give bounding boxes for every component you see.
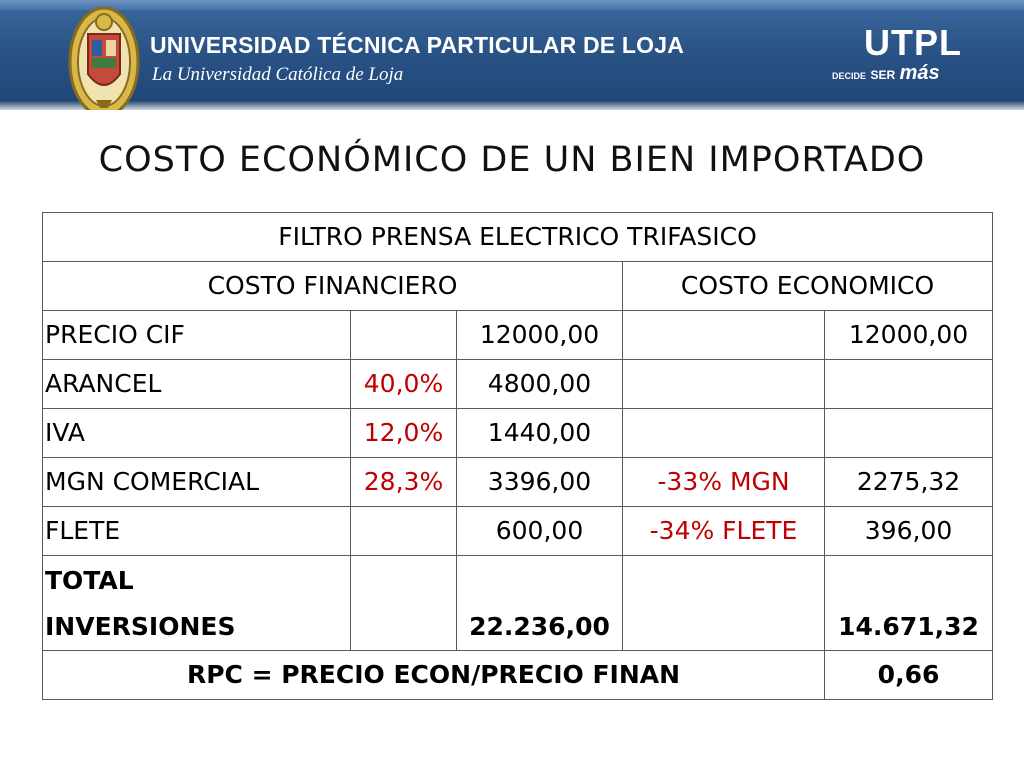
row-label: PRECIO CIF — [43, 311, 351, 360]
row-financial-value: 600,00 — [457, 507, 623, 556]
column-header-economico: COSTO ECONOMICO — [623, 262, 993, 311]
total-rate-empty — [351, 556, 457, 651]
row-financial-value: 3396,00 — [457, 458, 623, 507]
table-row — [43, 311, 993, 360]
table-heading-row — [43, 213, 993, 262]
row-economic-value: 2275,32 — [825, 458, 993, 507]
row-rate: 28,3% — [351, 458, 457, 507]
row-adjustment — [623, 409, 825, 458]
total-economic-value: 14.671,32 — [825, 556, 993, 651]
row-economic-value: 396,00 — [825, 507, 993, 556]
row-label: FLETE — [43, 507, 351, 556]
total-adjustment-empty — [623, 556, 825, 651]
row-economic-value — [825, 409, 993, 458]
utpl-tagline — [832, 62, 940, 85]
row-rate — [351, 507, 457, 556]
row-rate: 12,0% — [351, 409, 457, 458]
row-financial-value: 1440,00 — [457, 409, 623, 458]
header-banner — [0, 0, 1024, 110]
table-heading: FILTRO PRENSA ELECTRICO TRIFASICO — [43, 213, 993, 262]
row-rate: 40,0% — [351, 360, 457, 409]
table-row — [43, 360, 993, 409]
row-label: MGN COMERCIAL — [43, 458, 351, 507]
total-financial-value: 22.236,00 — [457, 556, 623, 651]
page-title: COSTO ECONÓMICO DE UN BIEN IMPORTADO — [98, 140, 926, 180]
row-label: ARANCEL — [43, 360, 351, 409]
rpc-value: 0,66 — [825, 651, 993, 700]
table-column-header-row — [43, 262, 993, 311]
banner-top-stripe — [0, 0, 1024, 10]
cost-table — [42, 212, 993, 700]
total-row — [43, 556, 993, 651]
column-header-financiero: COSTO FINANCIERO — [43, 262, 623, 311]
utpl-logo: UTPL — [864, 22, 962, 63]
row-adjustment — [623, 360, 825, 409]
banner-bottom-stripe — [0, 100, 1024, 110]
table-row — [43, 409, 993, 458]
university-name: UNIVERSIDAD TÉCNICA PARTICULAR DE LOJA — [150, 32, 685, 58]
university-crest-icon — [66, 4, 142, 110]
total-label — [43, 556, 351, 651]
row-financial-value: 4800,00 — [457, 360, 623, 409]
row-adjustment — [623, 311, 825, 360]
rpc-label: RPC = PRECIO ECON/PRECIO FINAN — [43, 651, 825, 700]
row-financial-value: 12000,00 — [457, 311, 623, 360]
table-row — [43, 458, 993, 507]
total-label-line2: INVERSIONES — [45, 612, 236, 641]
rpc-row — [43, 651, 993, 700]
university-motto: La Universidad Católica de Loja — [152, 64, 404, 85]
row-adjustment: -34% FLETE — [623, 507, 825, 556]
row-label: IVA — [43, 409, 351, 458]
tagline-ser: SER — [870, 68, 896, 82]
tagline-decide: DECIDE — [832, 71, 867, 81]
row-economic-value — [825, 360, 993, 409]
row-economic-value: 12000,00 — [825, 311, 993, 360]
total-label-line1: TOTAL — [45, 566, 134, 595]
row-rate — [351, 311, 457, 360]
row-adjustment: -33% MGN — [623, 458, 825, 507]
table-row — [43, 507, 993, 556]
tagline-mas: más — [899, 62, 940, 84]
